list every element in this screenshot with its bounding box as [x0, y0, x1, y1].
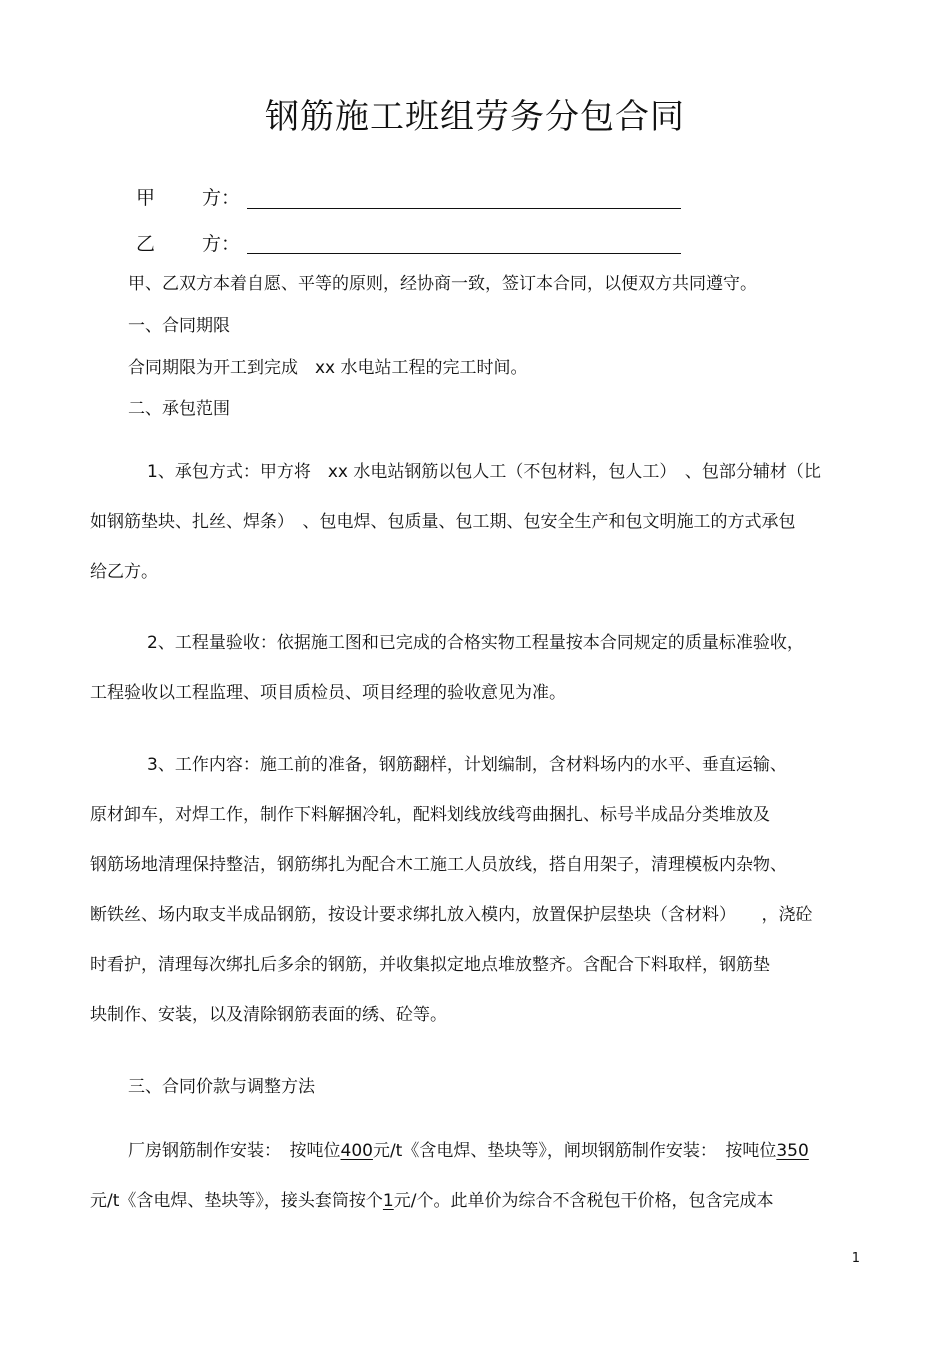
item-1-line-2: 如钢筋垫块、扎丝、焊条） 、包电焊、包质量、包工期、包安全生产和包文明施工的方式承包 [90, 512, 796, 532]
party-b-label-2: 方： [202, 233, 241, 255]
item-1-line-1: 1、承包方式：甲方将 xx 水电站钢筋以包人工（不包材料，包人工） 、包部分辅材（比 [147, 462, 821, 482]
price-line-2-a: 元/t《含电焊、垫块等》，接头套筒按个 [90, 1191, 383, 1211]
item-3-line-2: 原材卸车，对焊工作，制作下料解捆冷轧，配料划线放线弯曲捆扎、标号半成品分类堆放及 [90, 805, 770, 825]
item-2-line-2: 工程验收以工程监理、项目质检员、项目经理的验收意见为准。 [90, 683, 566, 703]
item-3-line-5: 时看护，清理每次绑扎后多余的钢筋，并收集拟定地点堆放整齐。含配合下料取样，钢筋垫 [90, 955, 770, 975]
party-a-label-1: 甲 [136, 187, 156, 209]
price-factory-value: 400 [340, 1141, 373, 1161]
item-1-line-3: 给乙方。 [90, 562, 158, 582]
price-sleeve-value: 1 [382, 1191, 394, 1211]
price-line-1-a: 厂房钢筋制作安装： 按吨位 [128, 1141, 341, 1161]
document-title: 钢筋施工班组劳务分包合同 [265, 97, 685, 137]
section-3-heading: 三、合同价款与调整方法 [128, 1077, 315, 1097]
item-3-line-1: 3、工作内容：施工前的准备，钢筋翻样，计划编制，含材料场内的水平、垂直运输、 [147, 755, 787, 775]
party-a-label-2: 方： [202, 187, 241, 209]
price-line-1-b: 元/t《含电焊、垫块等》，闸坝钢筋制作安装： 按吨位 [372, 1141, 777, 1161]
price-line-1 [128, 1140, 809, 1162]
intro-paragraph: 甲、乙双方本着自愿、平等的原则，经协商一致，签订本合同，以便双方共同遵守。 [128, 274, 757, 294]
party-a-signature-line [247, 208, 681, 209]
price-dam-value: 350 [776, 1141, 809, 1161]
party-b-label-1: 乙 [136, 233, 156, 255]
item-3-line-6: 块制作、安装，以及清除钢筋表面的绣、砼等。 [90, 1005, 447, 1025]
item-3-line-4: 断铁丝、场内取支半成品钢筋，按设计要求绑扎放入模内，放置保护层垫块（含材料） ，浇砼 [90, 905, 813, 925]
item-2-line-1: 2、工程量验收：依据施工图和已完成的合格实物工程量按本合同规定的质量标准验收， [147, 633, 804, 653]
price-line-2 [90, 1190, 773, 1212]
price-line-2-b: 元/个。此单价为综合不含税包干价格，包含完成本 [393, 1191, 774, 1211]
item-3-line-3: 钢筋场地清理保持整洁，钢筋绑扎为配合木工施工人员放线，搭自用架子，清理模板内杂物、 [90, 855, 787, 875]
party-b-signature-line [247, 253, 681, 254]
section-2-heading: 二、承包范围 [128, 399, 230, 419]
section-1-heading: 一、合同期限 [128, 316, 230, 336]
page-number: 1 [851, 1251, 860, 1266]
section-1-body: 合同期限为开工到完成 xx 水电站工程的完工时间。 [128, 358, 528, 378]
